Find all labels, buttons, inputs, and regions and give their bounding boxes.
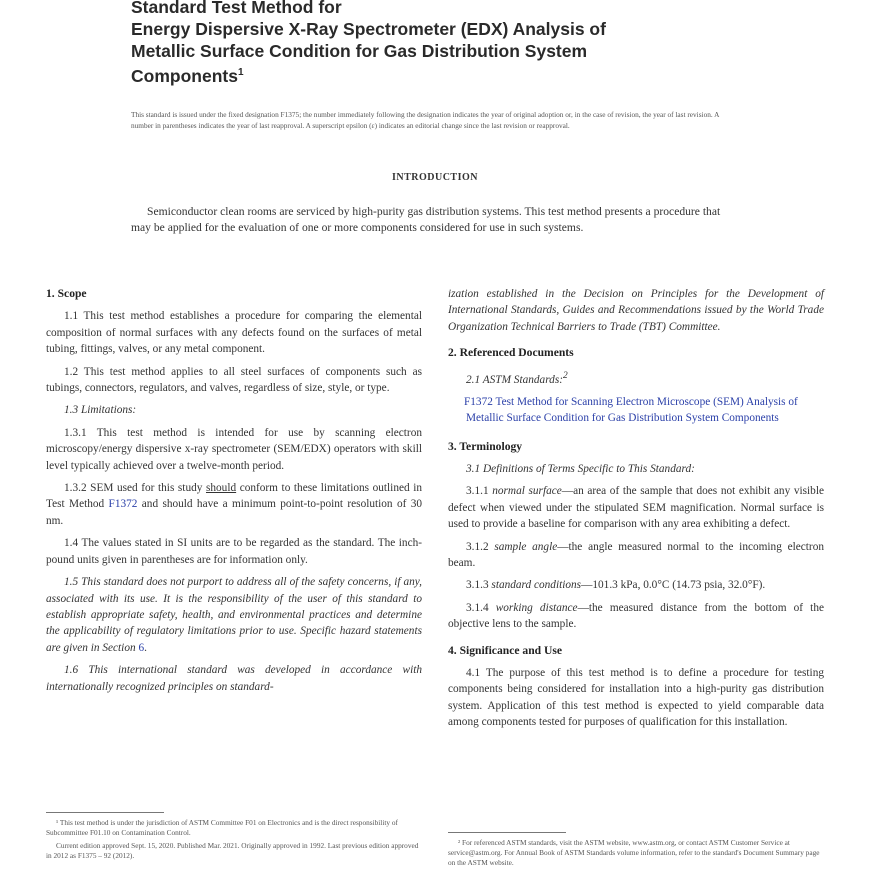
text-run: 3.1.1 — [466, 485, 493, 498]
paragraph-3-1-1 — [448, 483, 824, 532]
reference-code-f1372[interactable]: F1372 — [464, 395, 493, 408]
footnote-text: ¹ This test method is under the jurisdiction of ASTM Committee F01 on Electronics and is the direct responsibility of Subcommittee F01.10 on Contamination Control. — [46, 818, 398, 837]
section-heading-terminology: 3. Terminology — [448, 439, 523, 453]
text-run: —101.3 kPa, 0.0°C (14.73 psia, 32.0°F). — [581, 579, 766, 592]
text-run: 1.5 This standard does not purport to address all of the safety concerns, if any, associated with its use. It is the responsibility of the user of this standard to establish appropriate safety, health, and environmental practices and determine the applicability of regulatory limitations prior to use. Specific hazard statements are given in Section — [46, 576, 422, 654]
paragraph-3-1-4 — [448, 600, 824, 633]
footnote-mark: 2 — [562, 370, 568, 381]
section-heading-referenced-documents: 2. Referenced Documents — [448, 346, 574, 360]
title-line-text: Components — [131, 65, 238, 86]
section-link-6[interactable]: 6 — [138, 641, 145, 654]
right-column — [448, 286, 824, 737]
reference-link-f1372[interactable]: F1372 — [108, 498, 138, 511]
text-run: conform to these limitations outlined in Test Method — [46, 482, 422, 511]
section-heading-scope: 1. Scope — [46, 287, 87, 300]
document-title — [131, 0, 751, 87]
paragraph-3-1: 3.1 Definitions of Terms Specific to This Standard: — [466, 463, 695, 476]
paragraph-1-3-1: 1.3.1 This test method is intended for use by scanning electron microscopy/energy dispersive x-ray spectrometer (SEM/EDX) operators with skill level typically achieved over a twelve-month period. — [46, 426, 422, 472]
footnote-right — [448, 838, 824, 871]
text-run: 3.1.4 — [466, 601, 496, 614]
text-run: —the angle measured normal to the incoming electron beam. — [448, 540, 824, 570]
title-line: Standard Test Method for — [131, 0, 342, 17]
paragraph-1-1: 1.1 This test method establishes a procedure for comparing the elemental composition of normal surfaces with any defects found on the surfaces of metal tubing, fittings, valves, or any metal component. — [46, 310, 422, 356]
paragraph-2-1 — [448, 368, 824, 388]
text-run: 3.1.3 — [466, 579, 492, 592]
introduction-text: Semiconductor clean rooms are serviced by high-purity gas distribution systems. This test method presents a procedure that may be applied for the evaluation of one or more components considered for use in such systems. — [131, 205, 721, 234]
paragraph-3-1-2 — [448, 539, 824, 572]
footnote-text: Current edition approved Sept. 15, 2020. Published Mar. 2021. Originally approved in 1992. Last previous edition approved in 2012 as F1375 – 92 (2012). — [46, 841, 419, 860]
left-column — [46, 286, 422, 701]
emphasis-should: should — [205, 482, 237, 495]
referenced-standard-item[interactable] — [466, 394, 824, 427]
paragraph-1-5 — [46, 574, 422, 656]
footnote-left — [46, 818, 422, 864]
text-run: 3.1.2 — [466, 540, 495, 553]
paragraph-1-6: 1.6 This international standard was developed in accordance with internationally recognized principles on standard- — [46, 664, 422, 693]
title-line: Energy Dispersive X-Ray Spectrometer (EDX) Analysis of — [131, 19, 606, 39]
reference-title[interactable]: Test Method for Scanning Electron Microscope (SEM) Analysis of Metallic Surface Condition for Gas Distribution System Components — [466, 395, 798, 425]
title-line: Metallic Surface Condition for Gas Distribution System — [131, 41, 588, 61]
footnote-divider — [46, 812, 164, 813]
standard-designation-note: This standard is issued under the fixed designation F1375; the number immediately following the designation indicates the year of original adoption or, in the case of revision, the year of last revision. A number in parentheses indicates the year of last reapproval. A superscript epsilon (ε) indicates an editorial change since the last revision or reapproval. — [131, 110, 719, 130]
introduction-heading: INTRODUCTION — [391, 172, 478, 183]
paragraph-1-2: 1.2 This test method applies to all steel surfaces of components such as tubings, connectors, regulators, and valves, regardless of size, style, or type. — [46, 365, 422, 395]
term: normal surface — [492, 485, 562, 498]
paragraph-1-4: 1.4 The values stated in SI units are to be regarded as the standard. The inch-pound units given in parentheses are for information only. — [46, 537, 422, 566]
paragraph-4-1: 4.1 The purpose of this test method is to define a procedure for testing components being considered for installation into a high-purity gas distribution system. Application of this test method is expected to yield comparable data among components tested for purposes of qualification for this installation. — [448, 667, 824, 729]
paragraph-1-3: 1.3 Limitations: — [64, 404, 137, 417]
paragraph-1-3-2 — [46, 480, 422, 529]
footnote-text: ² For referenced ASTM standards, visit the ASTM website, www.astm.org, or contact ASTM Customer Service at service@astm.org. For Annual Book of ASTM Standards volume information, refer to the standard's Document Summary page on the ASTM website. — [448, 838, 820, 867]
text-run: —an area of the sample that does not exhibit any visible defect when viewed under the stipulated SEM magnification. Normal surface is used to provide a baseline for comparison with any area exhibiting a defect. — [448, 485, 824, 531]
text-run: 1.3.2 SEM used for this study — [64, 482, 206, 495]
term: standard conditions — [491, 579, 582, 592]
text-run: 2.1 ASTM Standards: — [466, 373, 563, 386]
text-run: —the measured distance from the bottom of the objective lens to the sample. — [448, 601, 824, 631]
section-heading-significance: 4. Significance and Use — [448, 643, 563, 657]
text-run: . — [144, 641, 147, 654]
footnote-divider — [448, 832, 566, 833]
term: working distance — [495, 601, 578, 614]
paragraph-1-6-continuation: ization established in the Decision on Principles for the Development of International Standards, Guides and Recommendations issued by the World Trade Organization Technical Barriers to Trade (TBT) Committee. — [448, 288, 824, 333]
title-footnote-mark: 1 — [237, 67, 244, 78]
paragraph-3-1-3 — [448, 577, 824, 593]
text-run: and should have a minimum point-to-point resolution of 30 nm. — [46, 498, 423, 527]
term: sample angle — [494, 540, 558, 553]
title-line — [131, 62, 751, 87]
